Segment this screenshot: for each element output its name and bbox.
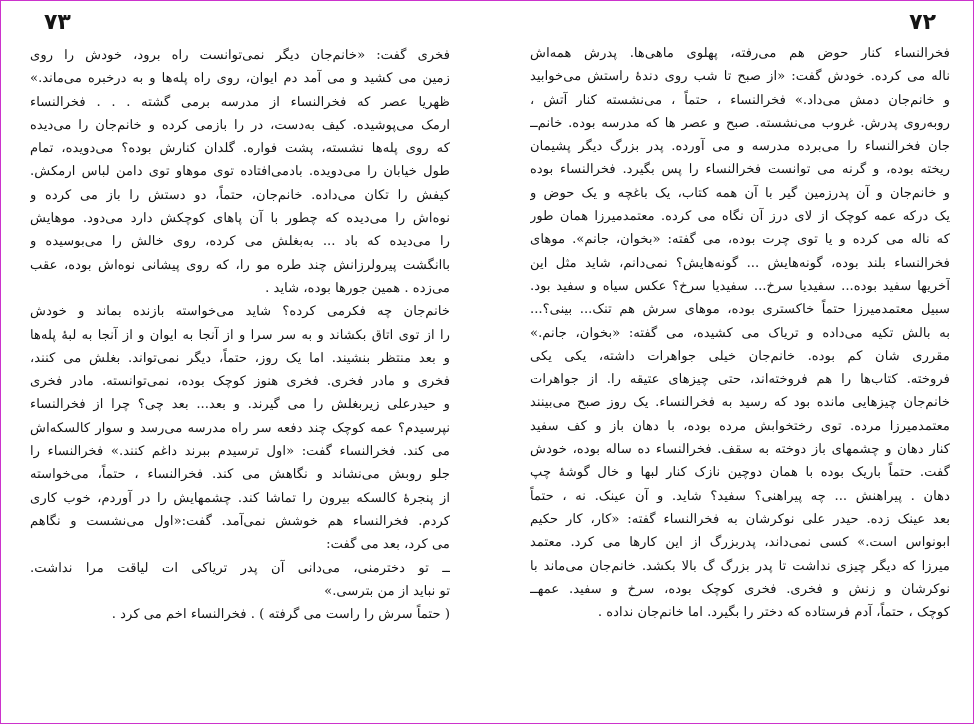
text-line: می کرد، بعد می گفت: — [326, 537, 450, 553]
text-line: روبه‌روی پدرش. غروب می‌نشسته. صبح و عصر ها که مدرسه بوده. خانم‌ــ — [530, 115, 950, 131]
text-line: ابونواس است.» کسی نمی‌داند، پدربزرگ از این کارها می کرد. معتمد — [530, 535, 950, 551]
text-line: ناله می کرده. خودش گفت: «از صبح تا شب روی دندهٔ راستش می‌خوابید — [530, 69, 950, 85]
text-line: خانم‌جان چه فکرمی کرده؟ شاید می‌خواسته بازنده بماند و خودش — [30, 304, 450, 320]
text-line: کنار دهان و چشمهای باز دوخته به سقف. فخرالنساء ده ساله بوده، خودش — [530, 442, 950, 458]
text-line: و خانم‌جان و آن پدرزمین گیر با آن همه کتاب، یک باغچه و یک حوض و — [530, 185, 950, 201]
text-line: جلو روبش می‌نشاند و نگاهش می کند. فخرالنساء ، حتماً، می‌خواسته — [30, 467, 450, 483]
left-page-number: ۷۳ — [44, 10, 71, 35]
text-line: تو نباید از من بترسی.» — [324, 583, 450, 599]
text-line: را می‌دیده که باد ... به‌بغلش می کرده، روی خالش را می‌بوسیده و — [30, 234, 450, 250]
text-line: که ناله می کرده و یا توی چرت بوده، می گفته: «بخوان، جانم». موهای — [530, 232, 950, 248]
text-line: فخرالنساء کنار حوض هم می‌رفته، پهلوی ماهی‌ها. پدرش همه‌اش — [530, 46, 950, 61]
text-line: به بالش تکیه می‌داده و تریاک می کشیده، می گفته: «بخوان، جانم.» — [530, 325, 950, 341]
text-line: نپرسیدم؟ عمه کوچک چند دفعه سر راه مدرسه می‌رسد و سوار کالسکه‌اش — [30, 420, 450, 436]
text-line: سبیل معتمدمیرزا حتماً خاکستری بوده، موهای سرش هم تنک... بینی؟... — [530, 302, 950, 318]
text-line: معتمدمیرزا مرده. توی رختخوابش مرده بوده، با دهان باز و کف سفید — [530, 418, 950, 434]
text-line: ــ تو دخترمنی، می‌دانی آن پدر تریاکی ات لیاقت مرا نداشت. — [30, 560, 450, 576]
text-line: مقرری شان کم بوده. خانم‌جان خیلی جواهرات داشته، یکی یکی — [530, 348, 950, 364]
text-line: کیفش را تکان می‌داده. خانم‌جان، حتماً، دو دستش را باز می کرده و — [30, 187, 450, 203]
text-line: و حیدرعلی زیربغلش را می گیرند. و بعد... بعد چی؟ چرا از فخرالنساء — [30, 397, 450, 413]
text-line: آخریها سفید بوده... سفیدیا سرخ... سفیدیا سرخ؟ عکس سیاه و سفید بود. — [530, 278, 950, 294]
text-line: زمین می کشید و می آمد دم ایوان، روی راه پله‌ها و به درخبره‌ می‌ماند.» — [30, 71, 450, 87]
text-line: فخری و مادر فخری. فخری هنوز کوچک بوده، نمی‌توانسته. مادر فخری — [30, 374, 450, 390]
text-line: میرزا که دیگر چیزی نداشت تا پدر بزرگ گ بالا بکشد. خانم‌جان می‌ماند با — [530, 558, 950, 574]
text-line: کوچک ، حتماً، آدم فرستاده که دختر را بگیرد. اما خانم‌جان نداده . — [597, 605, 950, 621]
text-line: و خانم‌جان دمش می‌داد.» فخرالنساء ، حتماً ، می‌نشسته کنار آتش ، — [530, 92, 950, 108]
text-line: ظهریا عصر که فخرالنساء از مدرسه برمی گشته . . . فخرالنساء — [30, 94, 450, 110]
text-line: یک درکه عمه کوچک از لای درز آن نگاه می کرده. معتمدمیرزا همان طور — [530, 209, 950, 225]
text-line: از پنجرهٔ کالسکه بیرون را تماشا کند. چشمهایش را در آوردم، خوب کاری — [30, 490, 450, 506]
text-line: طول خیابان را می‌دویده. بادمی‌افتاده توی موهاو توی دامن لباس ارمکش. — [30, 164, 450, 180]
right-page — [530, 0, 950, 724]
text-line: فخری گفت: «خانم‌جان دیگر نمی‌توانست راه برود، خودش را روی — [30, 48, 450, 63]
text-line: فروخته. کتاب‌ها را هم فروخته‌اند، حتی چیزهای عتیقه را. از جواهرات — [530, 372, 950, 388]
left-page-text — [30, 44, 450, 626]
text-line: می‌زده . همین جورها بوده، شاید . — [265, 280, 450, 296]
right-page-text — [530, 42, 950, 624]
text-line: که روی پله‌ها نشسته، پشت فواره. گلدان کنارش بوده؟ می‌دویده، تمام — [30, 141, 450, 157]
text-line: خانم‌جان چیزهایی مانده بود که رسید به فخرالنساء. یک روز صبح می‌بینند — [530, 395, 950, 411]
left-page — [30, 0, 450, 724]
text-line: باانگشت پیرولرزانش چند طره مو را، که روی پیشانی نوه‌اش بوده، عقب — [30, 257, 450, 273]
text-line: فخرالنساء بلند بوده، گونه‌هایش ... گونه‌هایش؟ نمی‌دانم، شاید مثل این — [530, 255, 950, 271]
text-line: جان فخرالنساء را می‌برده مدرسه و می آورده. پدر بزرگ دیگر پشیمان — [530, 139, 950, 155]
right-page-number: ۷۲ — [909, 10, 936, 35]
text-line: را از توی اتاق بکشاند و به سر سرا و از آنجا به ایوان و از آنجا به لبهٔ پله‌ها — [30, 327, 450, 343]
text-line: نوکرشان و زنش و فخری. فخری کوچک بوده، سرخ و سفید. عمهــ — [530, 581, 950, 597]
text-line: کردم. فخرالنساء هم خوشش نمی‌آمد. گفت:«اول می‌نشست و نگاهم — [30, 513, 450, 529]
text-line: بعد عینک زده. حیدر علی نوکرشان به فخرالنساء گفته: «کار، کار حکیم — [530, 511, 950, 527]
text-line: گفت. حتماً باریک بوده با همان دوچین نازک کنار لبها و خال گوشهٔ چپ — [530, 465, 950, 481]
text-line: دهان . پیراهنش ... چه پیراهنی؟ سفید؟ شاید. و آن عینک. نه ، حتماً — [530, 488, 950, 504]
text-line: و بعد منتظر بنشیند. اما یک روز، حتماً، دیگر نمی‌تواند. بغلش می کنند، — [30, 350, 450, 366]
text-line: می کند. فخرالنساء گفت: «اول ترسیدم ببرند داغم کنند.» فخرالنساء را — [30, 444, 450, 460]
text-line: نوه‌اش را می‌دیده که چطور با آن پاهای کوچکش دارد می‌دود. موهایش — [30, 211, 450, 227]
text-line: ارمک می‌پوشیده. کیف به‌دست، در را بازمی کرده و خانم‌جان را می‌دیده — [30, 117, 450, 133]
text-line: ( حتماً سرش را راست می گرفته ) . فخرالنساء اخم می کرد . — [111, 607, 450, 623]
text-line: ریخته بوده، و گرنه می توانست فخرالنساء را پس بگیرد. فخرالنساء بوده — [530, 162, 950, 178]
